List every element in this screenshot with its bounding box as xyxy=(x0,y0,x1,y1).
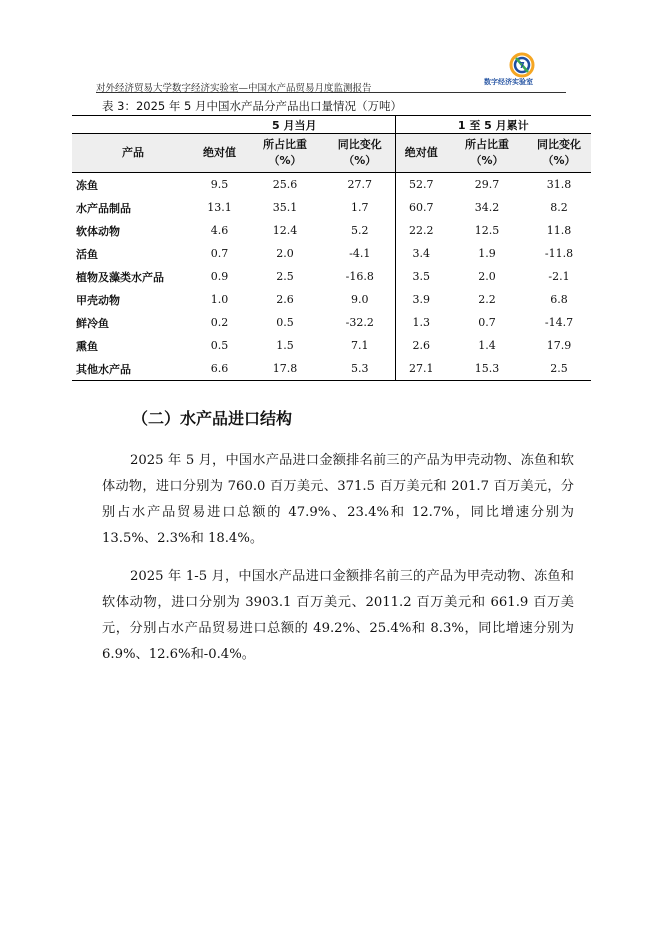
table-cell: 4.6 xyxy=(210,224,229,237)
table-cell: 15.3 xyxy=(447,357,527,381)
group-header-cumulative: 1 至 5 月累计 xyxy=(395,116,591,134)
table-cell: 9.0 xyxy=(325,288,395,311)
paragraph: 2025 年 1-5 月，中国水产品进口金额排名前三的产品为甲壳动物、冻鱼和软体动物，进口分别为 3903.1 百万美元、2011.2 百万美元和 661.9 百万美元，分别占水产品贸易进口总额的 49.2%、25.4%和 8.3%，同比增速分别为 6.9%、12.6%和-0.4%。 xyxy=(102,569,574,662)
table-cell: -4.1 xyxy=(325,242,395,265)
row-product-name: 软体动物 xyxy=(76,224,120,238)
col-header-unit: （%） xyxy=(343,154,377,167)
export-volume-table xyxy=(72,115,591,381)
table-cell: 31.8 xyxy=(546,178,572,191)
table-cell: 1.9 xyxy=(478,247,496,260)
col-header xyxy=(447,134,527,173)
table-cell: 0.5 xyxy=(276,316,294,329)
table-cell: 25.6 xyxy=(272,178,298,191)
table-cell: -2.1 xyxy=(548,270,570,283)
table-cell: 5.3 xyxy=(325,357,395,381)
table-cell: 5.2 xyxy=(325,219,395,242)
table-cell: -16.8 xyxy=(325,265,395,288)
table-cell: 0.7 xyxy=(478,316,496,329)
table-cell: 3.5 xyxy=(412,270,430,283)
logo-label: 数字经济实验室 xyxy=(484,78,533,86)
col-header xyxy=(245,134,325,173)
table-cell: 2.6 xyxy=(412,339,430,352)
section-heading: （二）水产品进口结构 xyxy=(132,409,293,428)
row-product-name: 甲壳动物 xyxy=(76,293,120,307)
table-cell: 6.8 xyxy=(550,293,568,306)
group-header-may: 5 月当月 xyxy=(194,116,395,134)
row-product-name: 冻鱼 xyxy=(76,178,98,192)
table-cell: 34.2 xyxy=(474,201,500,214)
table-cell: 2.0 xyxy=(276,247,294,260)
table-cell: 2.5 xyxy=(527,357,591,381)
table-cell: 9.5 xyxy=(210,178,229,191)
table-cell: 0.7 xyxy=(210,247,229,260)
table-cell: -32.2 xyxy=(325,311,395,334)
row-product-name: 活鱼 xyxy=(76,247,98,261)
table-cell: 3.9 xyxy=(412,293,430,306)
table-cell: 17.8 xyxy=(245,357,325,381)
table-cell: 2.0 xyxy=(478,270,496,283)
header-rule xyxy=(96,92,566,93)
row-product-name: 其他水产品 xyxy=(72,357,194,381)
table-cell: 1.7 xyxy=(325,196,395,219)
col-header-line: 所占比重 xyxy=(465,138,509,151)
table-cell: 11.8 xyxy=(546,224,572,237)
col-header xyxy=(194,134,245,173)
table-cell: -14.7 xyxy=(544,316,574,329)
row-product-name: 植物及藻类水产品 xyxy=(76,270,164,284)
table-cell: 12.5 xyxy=(474,224,500,237)
col-header-unit: （%） xyxy=(470,154,504,167)
col-header-unit: （%） xyxy=(268,154,302,167)
table-cell: 17.9 xyxy=(546,339,572,352)
col-header-unit: （%） xyxy=(542,154,576,167)
table-title: 表 3：2025 年 5 月中国水产品分产品出口量情况（万吨） xyxy=(102,99,403,113)
table-row xyxy=(72,265,591,288)
table-cell: 13.1 xyxy=(207,201,232,214)
table-cell: 12.4 xyxy=(272,224,298,237)
group-header-empty xyxy=(72,116,194,134)
table-cell: 7.1 xyxy=(325,334,395,357)
table-cell: 2.5 xyxy=(276,270,294,283)
table-cell: 2.2 xyxy=(478,293,496,306)
row-product-name: 鲜冷鱼 xyxy=(76,316,109,330)
table-body xyxy=(72,173,591,381)
table-cell: 52.7 xyxy=(409,178,434,191)
table-row xyxy=(72,288,591,311)
table-cell: 0.2 xyxy=(210,316,229,329)
table-cell: 0.9 xyxy=(210,270,229,283)
table-cell: 60.7 xyxy=(409,201,434,214)
table-row xyxy=(72,311,591,334)
table-row xyxy=(72,173,591,197)
col-header-line: 同比变化 xyxy=(337,138,382,151)
table-cell: 27.7 xyxy=(325,173,395,197)
col-header xyxy=(395,134,447,173)
col-header xyxy=(325,134,395,173)
row-product-name: 熏鱼 xyxy=(76,339,98,353)
table-cell: 8.2 xyxy=(550,201,568,214)
table-row xyxy=(72,357,591,381)
table-cell: 1.4 xyxy=(478,339,496,352)
table-cell: 3.4 xyxy=(412,247,430,260)
table-cell: 22.2 xyxy=(409,224,434,237)
table-cell: 6.6 xyxy=(194,357,245,381)
table-cell: 1.5 xyxy=(276,339,294,352)
col-header-line: 绝对值 xyxy=(404,146,438,159)
col-header-line: 绝对值 xyxy=(203,146,236,159)
table-group-header-row xyxy=(72,116,591,134)
table-column-header-row xyxy=(72,134,591,173)
row-product-name: 水产品制品 xyxy=(76,201,131,215)
col-header-line: 所占比重 xyxy=(263,138,307,151)
table-cell: 29.7 xyxy=(474,178,500,191)
table-cell: 27.1 xyxy=(395,357,447,381)
col-header-product: 产品 xyxy=(72,134,194,173)
table-cell: 2.6 xyxy=(276,293,294,306)
col-header-line: 同比变化 xyxy=(537,138,581,151)
svg-text:7: 7 xyxy=(519,61,525,70)
table-cell: 35.1 xyxy=(272,201,298,214)
table-row xyxy=(72,219,591,242)
col-header xyxy=(527,134,591,173)
table-cell: 1.3 xyxy=(412,316,430,329)
table-row xyxy=(72,242,591,265)
table-cell: 1.0 xyxy=(210,293,229,306)
table-row xyxy=(72,196,591,219)
table-row xyxy=(72,334,591,357)
table-cell: 0.5 xyxy=(210,339,229,352)
header-title: 对外经济贸易大学数字经济实验室—中国水产品贸易月度监测报告 xyxy=(96,83,372,94)
table-cell: -11.8 xyxy=(544,247,574,260)
paragraph: 2025 年 5 月，中国水产品进口金额排名前三的产品为甲壳动物、冻鱼和软体动物，进口分别为 760.0 百万美元、371.5 百万美元和 201.7 百万美元，分别占水产品贸易进口总额的 47.9%、23.4%和 12.7%，同比增速分别为 13.5%、2.3%和 18.4%。 xyxy=(102,453,574,546)
